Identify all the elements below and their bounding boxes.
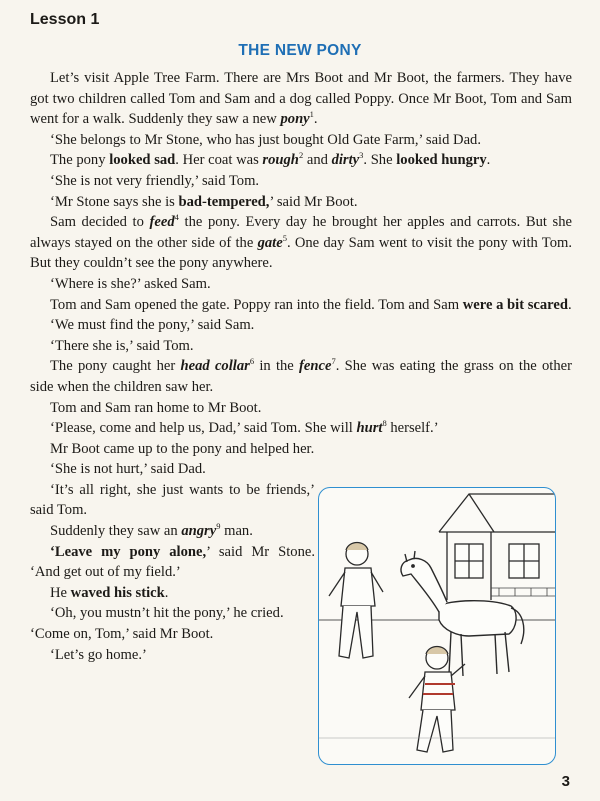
vocab-word: bad-tempered, [178, 193, 270, 210]
text-run: ‘Mr Stone says she is [50, 193, 179, 210]
text-run: Let’s visit Apple Tree Farm. There are Mrs Boot and Mr Boot, the farmers. They have got two children called Tom and Sam and a dog called Poppy. Once Mr Boot, Tom and Sam went for a walk. Suddenly they saw a new [30, 70, 572, 128]
story-paragraph [30, 295, 572, 316]
text-run: ‘Come on, Tom,’ said Mr Boot. [30, 626, 214, 643]
story-paragraph [30, 356, 572, 397]
text-run: herself.’ [386, 420, 439, 437]
story-paragraph [30, 192, 572, 213]
vocab-word: waved his stick [70, 584, 165, 601]
story-paragraph [30, 315, 572, 336]
vocab-word: dirty [331, 152, 360, 169]
text-run: . One day Sam went to visit the pony with Tom. But they couldn’t see the pony anywhere. [30, 234, 572, 272]
footnote-ref: 3 [359, 150, 364, 161]
text-run: and [303, 152, 332, 169]
story-paragraph [30, 439, 315, 460]
text-run: Mr Boot came up to the pony and helped her. [50, 440, 315, 457]
page-number: 3 [561, 773, 570, 790]
text-run: . [486, 152, 491, 169]
text-run: ’ said Mr Stone. ‘And get out of my field.’ [30, 543, 315, 581]
footnote-ref: 6 [249, 356, 255, 367]
house-icon [439, 494, 555, 600]
text-run: Tom and Sam opened the gate. Poppy ran into the field. Tom and Sam [50, 296, 463, 313]
story-paragraph [30, 418, 572, 439]
text-run: ‘There she is,’ said Tom. [50, 337, 194, 354]
text-run: Suddenly they saw an [50, 523, 182, 540]
story-paragraph [30, 274, 572, 295]
footnote-ref: 1 [309, 109, 314, 120]
footnote-ref: 7 [331, 356, 336, 367]
story-paragraph [30, 398, 572, 419]
text-run: ‘She belongs to Mr Stone, who has just bought Old Gate Farm,’ said Dad. [50, 131, 482, 148]
footnote-ref: 9 [216, 521, 221, 532]
text-run: ‘We must find the pony,’ said Sam. [50, 317, 255, 334]
story-paragraph [30, 521, 315, 542]
boy-sam-icon [409, 647, 465, 753]
text-run: . [567, 296, 572, 313]
vocab-word: hurt [356, 420, 383, 437]
text-run: . She was eating the grass on the other side when the children saw her. [30, 358, 572, 395]
bricks-icon [491, 588, 555, 596]
text-run: ‘Let’s go home.’ [50, 646, 147, 663]
text-run: the pony. Every day he brought her apples and carrots. But she always stayed on the other side of the [30, 214, 572, 251]
illustration-drawing [319, 488, 555, 764]
story-paragraph [30, 542, 315, 583]
text-run: ‘Oh, you mustn’t hit the pony,’ he cried. [50, 605, 284, 622]
text-run: ‘Please, come and help us, Dad,’ said Tom. She will [50, 420, 357, 437]
lesson-heading: Lesson 1 [30, 11, 100, 28]
vocab-word: were a bit scared [462, 296, 568, 313]
vocab-word: looked sad [109, 152, 176, 169]
story-paragraph [30, 212, 572, 274]
story-paragraph [30, 68, 572, 130]
vocab-word: angry [181, 523, 217, 540]
vocab-word: head collar [180, 358, 250, 375]
text-run: The pony [50, 152, 110, 169]
story-paragraph [30, 624, 315, 645]
text-run: . [164, 584, 169, 601]
text-run: ‘Where is she?’ asked Sam. [50, 275, 211, 292]
story-paragraph [30, 480, 315, 521]
boy-tom-icon [329, 543, 383, 659]
story-paragraph [30, 171, 572, 192]
footnote-ref: 2 [298, 150, 304, 161]
boys-and-pony-illustration [318, 487, 556, 765]
vocab-word: fence [299, 358, 332, 375]
story-paragraph [30, 645, 315, 666]
text-run: ‘It’s all right, she just wants to be friends,’ said Tom. [30, 481, 315, 519]
vocab-word: looked hungry [396, 152, 487, 169]
vocab-word: gate [257, 234, 283, 251]
main-paragraphs [30, 68, 572, 439]
text-run: man. [220, 523, 253, 540]
vocab-word: ‘Leave my pony alone, [50, 543, 207, 560]
footnote-ref: 8 [382, 418, 387, 429]
story-paragraph [30, 150, 572, 171]
vocab-word: pony [280, 111, 310, 128]
text-run: ‘She is not very friendly,’ said Tom. [50, 172, 260, 189]
vocab-word: feed [149, 214, 175, 231]
text-run: Tom and Sam ran home to Mr Boot. [50, 399, 262, 416]
text-run: ‘She is not hurt,’ said Dad. [50, 461, 206, 478]
story-paragraph [30, 130, 572, 151]
text-run: . She [363, 152, 397, 169]
footnote-ref: 4 [174, 212, 179, 223]
text-run: . Her coat was [175, 152, 263, 169]
text-run: in the [254, 358, 300, 375]
footnote-ref: 5 [282, 232, 287, 243]
text-run: The pony caught her [50, 358, 181, 375]
story-paragraph [30, 603, 315, 624]
story-paragraph [30, 583, 315, 604]
story-paragraph [30, 336, 572, 357]
text-run: ’ said Mr Boot. [269, 193, 358, 210]
vocab-word: rough [262, 152, 299, 169]
text-run: He [50, 584, 71, 601]
story-paragraph [30, 459, 315, 480]
text-run: Sam decided to [50, 214, 150, 231]
text-run: . [313, 111, 318, 128]
story-title: THE NEW PONY [238, 42, 362, 59]
